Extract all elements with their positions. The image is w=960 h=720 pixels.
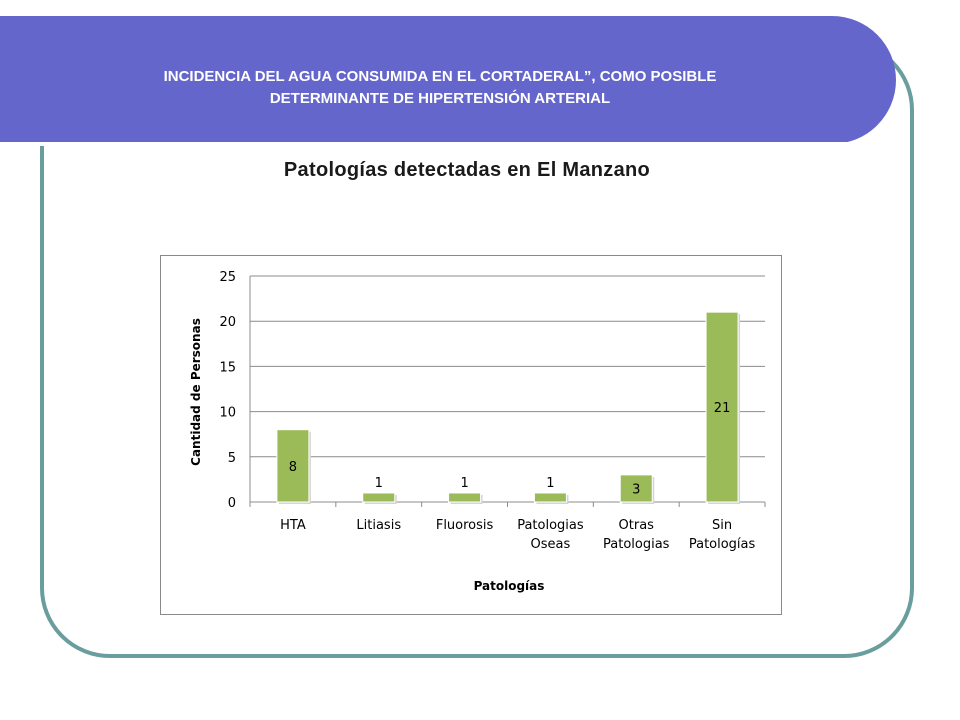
- y-tick-label: 5: [227, 450, 236, 466]
- x-tick-label: Litiasis: [356, 518, 402, 533]
- y-axis-ticks: [219, 270, 236, 511]
- y-axis-label: Cantidad de Personas: [189, 318, 203, 466]
- data-label: 1: [546, 475, 555, 491]
- data-label: 1: [374, 475, 383, 491]
- y-tick-label: 25: [219, 270, 236, 285]
- bar: [534, 493, 566, 502]
- y-tick-label: 10: [219, 405, 236, 421]
- x-axis-ticks: [250, 502, 765, 552]
- x-axis-label: Patologías: [473, 579, 545, 593]
- bar: [449, 493, 481, 502]
- data-label: 8: [288, 459, 298, 475]
- x-tick-label: Fluorosis: [435, 518, 494, 533]
- header-divider: [0, 142, 848, 146]
- slide-title: Patologías detectadas en El Manzano: [283, 159, 651, 181]
- bar-chart: [161, 256, 781, 614]
- x-tick-label: Oseas: [530, 537, 571, 552]
- x-tick-label: Patologías: [688, 537, 756, 552]
- x-tick-label: Patologias: [517, 518, 584, 533]
- y-tick-label: 20: [219, 315, 236, 331]
- data-label: 3: [632, 482, 641, 498]
- x-tick-label: Patologias: [603, 537, 670, 552]
- x-tick-label: Sin: [712, 518, 733, 533]
- chart-container: [160, 255, 782, 615]
- chart-bars: [277, 312, 740, 504]
- data-label: 1: [460, 475, 469, 491]
- x-tick-label: Otras: [618, 518, 654, 533]
- header-banner: [0, 16, 896, 144]
- bar: [363, 493, 395, 502]
- header-title: INCIDENCIA DEL AGUA CONSUMIDA EN EL CORTADERAL”, COMO POSIBLE DETERMINANTE DE HIPERTENSIÓN ARTERIAL: [163, 68, 717, 107]
- x-tick-label: HTA: [280, 518, 306, 533]
- y-tick-label: 0: [227, 496, 236, 511]
- y-tick-label: 15: [219, 360, 236, 376]
- data-label: 21: [713, 401, 731, 417]
- chart-gridlines: [250, 276, 765, 502]
